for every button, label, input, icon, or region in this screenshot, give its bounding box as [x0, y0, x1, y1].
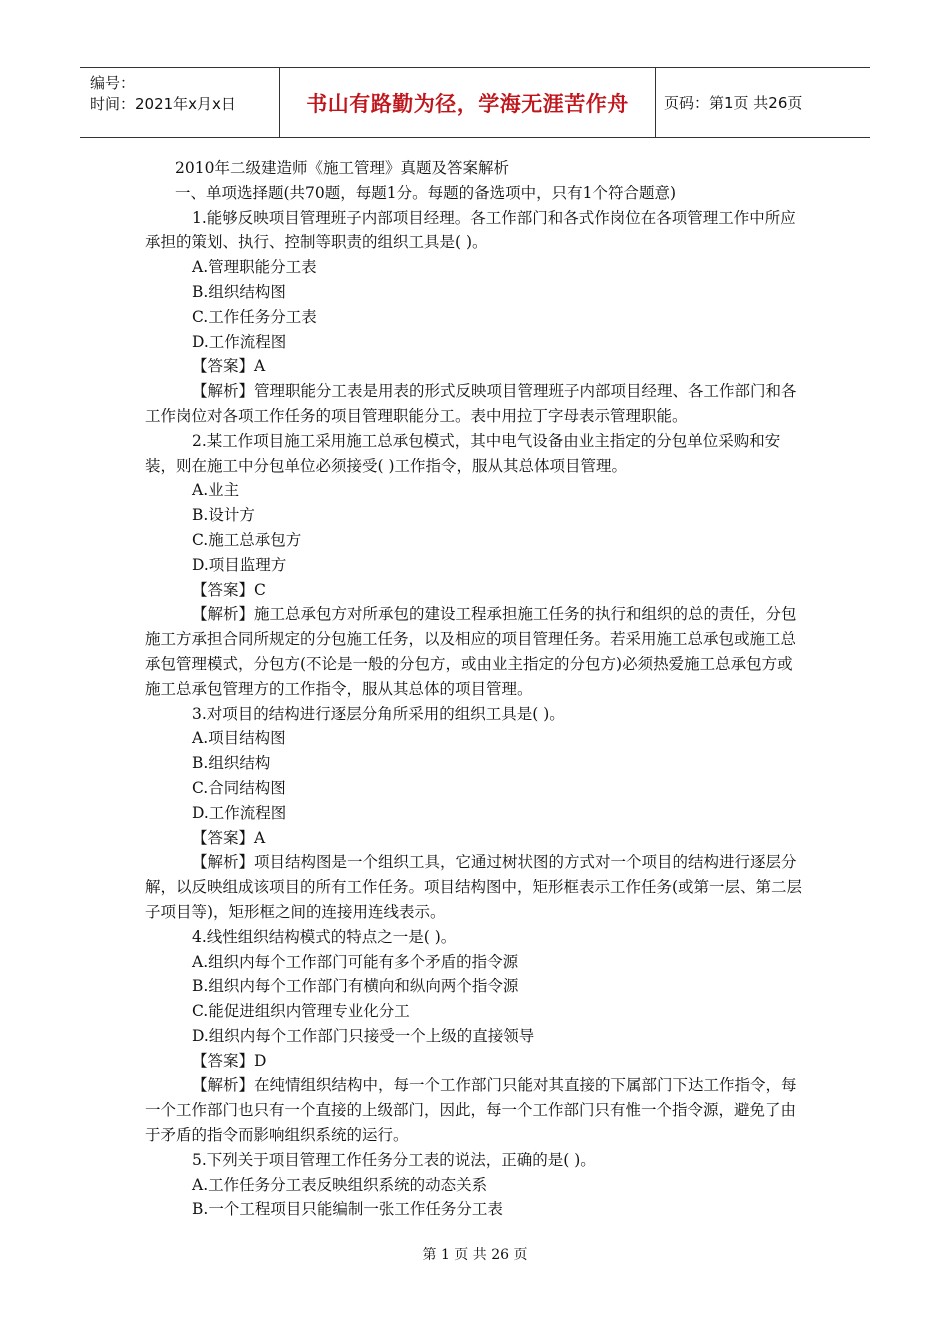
option-c: C.能促进组织内管理专业化分工 — [192, 1002, 410, 1021]
explanation: 【解析】施工总承包方对所承包的建设工程承担施工任务的执行和组织的总的责任，分包施工方承担合同所规定的分包施工任务，以及相应的项目管理任务。若采用施工总承包或施工总承包管理模式，分包方(不论是一般的分包方，或由业主指定的分包方)必须热爱施工总承包方或施工总承包管理方的工作指令，服从其总体的项目管理。 — [145, 605, 797, 698]
option-b: B.设计方 — [192, 506, 255, 525]
question-1 — [145, 206, 805, 429]
option-c: C.施工总承包方 — [192, 530, 302, 549]
explanation: 【解析】管理职能分工表是用表的形式反映项目管理班子内部项目经理、各工作部门和各工作岗位对各项工作任务的项目管理职能分工。表中用拉丁字母表示管理职能。 — [145, 382, 797, 425]
page-footer: 第 1 页 共 26 页 — [422, 1247, 528, 1263]
option-c: C.合同结构图 — [192, 778, 286, 797]
option-a: A.业主 — [192, 481, 240, 500]
question-stem: 4.线性组织结构模式的特点之一是( )。 — [192, 927, 457, 946]
explanation: 【解析】在纯情组织结构中，每一个工作部门只能对其直接的下属部门下达工作指令，每一个工作部门也只有一个直接的上级部门，因此，每一个工作部门只有惟一个指令源，避免了由于矛盾的指令而影响组织系统的运行。 — [145, 1076, 797, 1145]
option-a: A.管理职能分工表 — [192, 258, 317, 277]
option-d: D.项目监理方 — [192, 555, 287, 574]
option-d: D.工作流程图 — [192, 332, 287, 351]
question-5 — [145, 1148, 805, 1222]
section-heading: 一、单项选择题(共70题，每题1分。每题的备选项中，只有1个符合题意) — [175, 183, 677, 202]
id-label: 编号： — [90, 74, 136, 92]
answer: 【答案】D — [192, 1051, 267, 1070]
question-2 — [145, 429, 805, 702]
explanation: 【解析】项目结构图是一个组织工具，它通过树状图的方式对一个项目的结构进行逐层分解，以反映组成该项目的所有工作任务。项目结构图中，矩形框表示工作任务(或第一层、第二层子项目等)，矩形框之间的连接用连线表示。 — [145, 853, 803, 921]
answer: 【答案】A — [192, 828, 266, 847]
option-b: B.一个工程项目只能编制一张工作任务分工表 — [192, 1200, 503, 1219]
option-b: B.组织结构图 — [192, 282, 286, 301]
option-b: B.组织结构 — [192, 754, 271, 773]
question-3 — [145, 702, 805, 925]
option-a: A.项目结构图 — [192, 729, 286, 748]
document-body — [145, 156, 805, 1222]
question-4 — [145, 925, 805, 1148]
question-stem: 2.某工作项目施工采用施工总承包模式，其中电气设备由业主指定的分包单位采购和安装，则在施工中分包单位必须接受( )工作指令，服从其总体项目管理。 — [145, 431, 781, 475]
option-c: C.工作任务分工表 — [192, 307, 317, 326]
option-d: D.组织内每个工作部门只接受一个上级的直接领导 — [192, 1026, 535, 1045]
question-stem: 1.能够反映项目管理班子内部项目经理。各工作部门和各式作岗位在各项管理工作中所应承担的策划、执行、控制等职责的组织工具是( )。 — [145, 208, 796, 252]
time-label: 时间：2021年x月x日 — [90, 95, 236, 113]
header-meta — [80, 68, 280, 137]
option-a: A.组织内每个工作部门可能有多个矛盾的指令源 — [192, 952, 519, 971]
page-header — [80, 67, 870, 138]
answer: 【答案】C — [192, 580, 266, 599]
option-d: D.工作流程图 — [192, 803, 287, 822]
question-stem: 3.对项目的结构进行逐层分角所采用的组织工具是( )。 — [192, 704, 565, 723]
header-page-info: 页码：第1页 共26页 — [664, 94, 803, 112]
doc-title: 2010年二级建造师《施工管理》真题及答案解析 — [175, 159, 509, 177]
option-b: B.组织内每个工作部门有横向和纵向两个指令源 — [192, 977, 519, 996]
question-stem: 5.下列关于项目管理工作任务分工表的说法，正确的是( )。 — [192, 1150, 596, 1169]
header-motto: 书山有路勤为径，学海无涯苦作舟 — [280, 68, 656, 137]
answer: 【答案】A — [192, 357, 266, 376]
option-a: A.工作任务分工表反映组织系统的动态关系 — [192, 1175, 488, 1194]
